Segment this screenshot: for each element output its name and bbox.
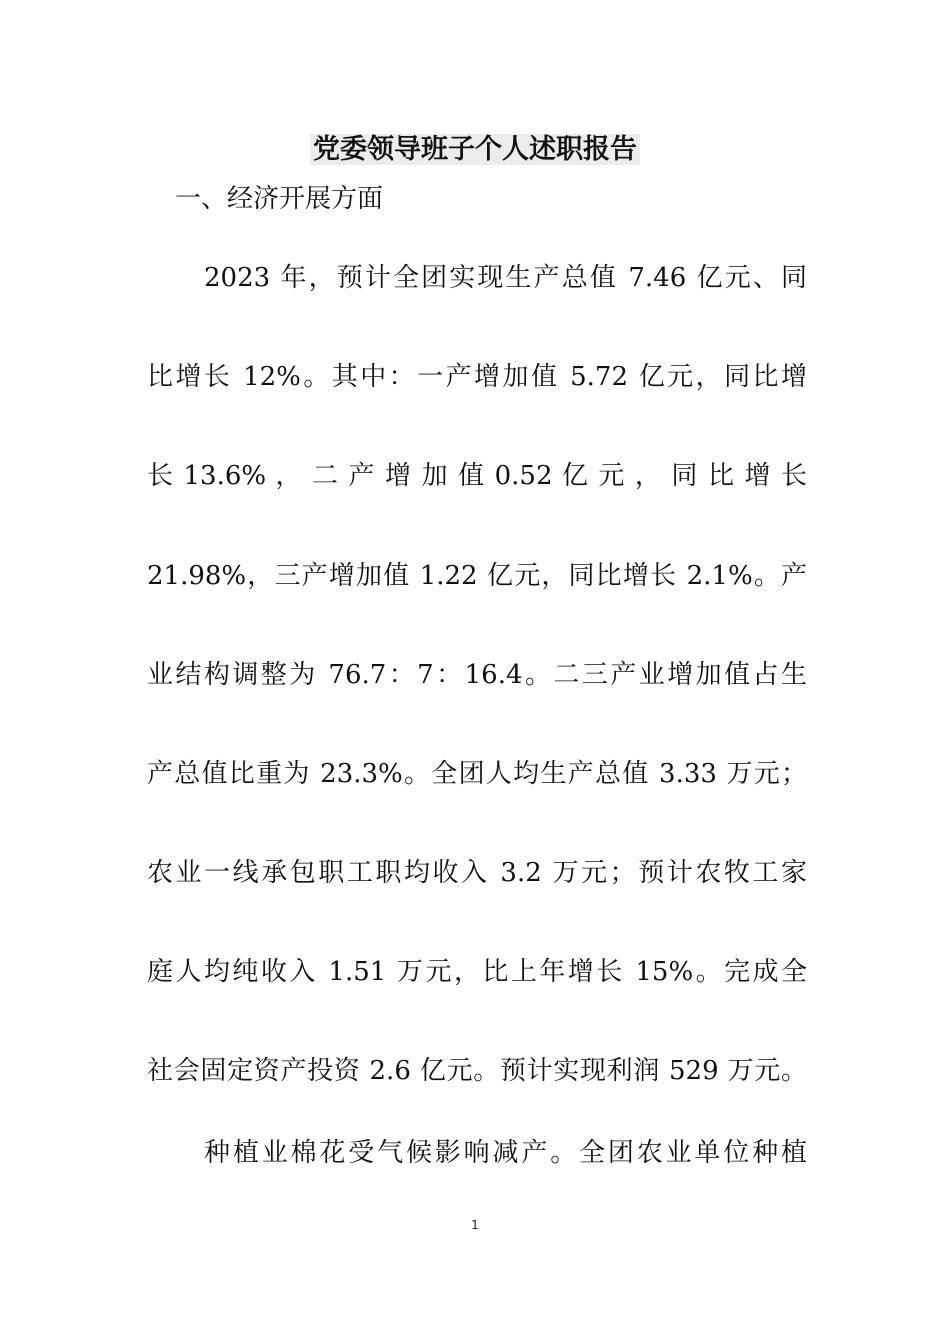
paragraph-line: 长 13.6% ， 二 产 增 加 值 0.52 亿 元 ， 同 比 增 长 xyxy=(147,461,807,491)
paragraph-line: 比增长 12%。其中：一产增加值 5.72 亿元，同比增 xyxy=(147,362,807,392)
paragraph-line: 2023 年，预计全团实现生产总值 7.46 亿元、同 xyxy=(204,263,807,293)
paragraph-line: 业结构调整为 76.7：7：16.4。二三产业增加值占生 xyxy=(147,660,807,690)
paragraph-line: 21.98%，三产增加值 1.22 亿元，同比增长 2.1%。产 xyxy=(147,561,807,591)
paragraph-line: 种植业棉花受气候影响减产。全团农业单位种植 xyxy=(204,1138,807,1168)
paragraph-line: 产总值比重为 23.3%。全团人均生产总值 3.33 万元； xyxy=(147,759,807,789)
page-title xyxy=(0,130,950,173)
paragraph-line: 农业一线承包职工职均收入 3.2 万元；预计农牧工家 xyxy=(147,858,807,888)
paragraph-line: 社会固定资产投资 2.6 亿元。预计实现利润 529 万元。 xyxy=(147,1056,807,1086)
paragraph-line: 庭人均纯收入 1.51 万元，比上年增长 15%。完成全 xyxy=(147,957,807,987)
page-number: 1 xyxy=(471,1218,479,1232)
page-title-text: 党委领导班子个人述职报告 xyxy=(310,134,640,165)
section-heading: 一、经济开展方面 xyxy=(175,184,384,214)
